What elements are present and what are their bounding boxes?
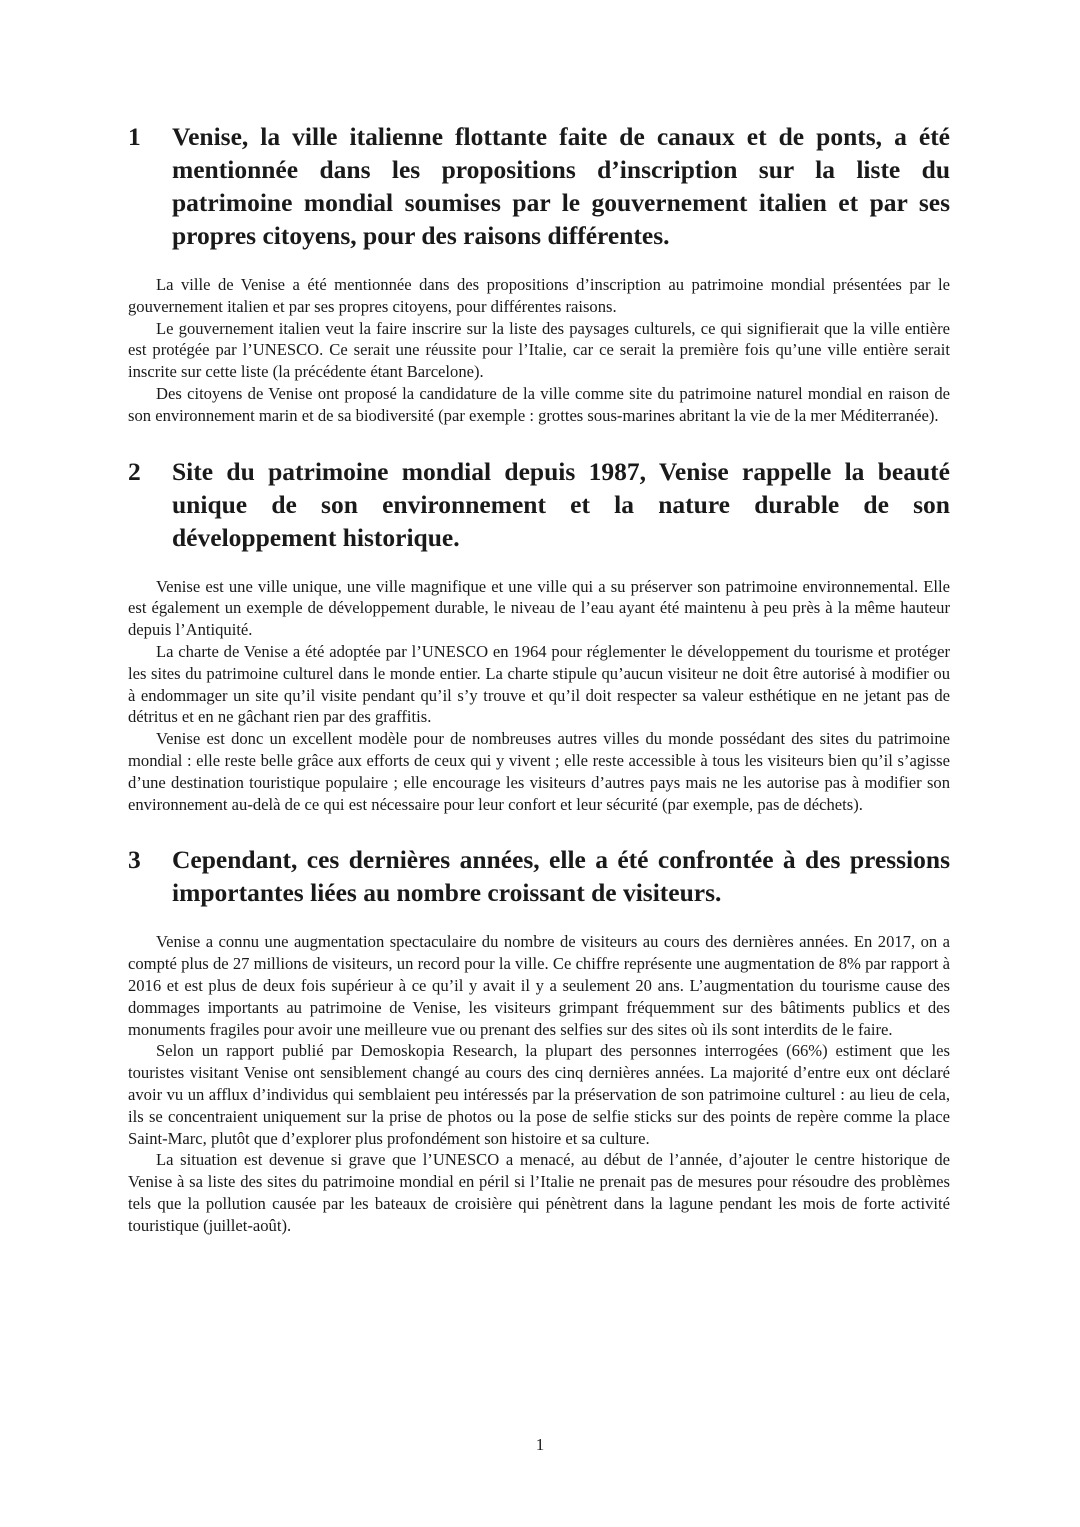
section-heading xyxy=(128,120,950,252)
section-title: Site du patrimoine mondial depuis 1987, Venise rappelle la beauté unique de son environnement et la nature durable de son développement historique. xyxy=(172,456,950,552)
section-number: 1 xyxy=(128,122,141,151)
page-number: 1 xyxy=(535,1435,545,1454)
section-title: Venise, la ville italienne flottante faite de canaux et de ponts, a été mentionnée dans les propositions d’inscription sur la liste du patrimoine mondial soumises par le gouvernement italien et par ses propres citoyens, pour des raisons différentes. xyxy=(172,122,950,250)
paragraph: La ville de Venise a été mentionnée dans des propositions d’inscription au patrimoine mondial présentées par le gouvernement italien et par ses propres citoyens, pour différentes raisons. xyxy=(128,275,950,316)
section-heading xyxy=(128,455,950,554)
paragraph: La situation est devenue si grave que l’UNESCO a menacé, au début de l’année, d’ajouter le centre historique de Venise à sa liste des sites du patrimoine mondial en péril si l’Italie ne prenait pas de mesures pour résoudre des problèmes tels que la pollution causée par les bateaux de croisière qui pénètrent dans la lagune pendant les mois de forte activité touristique (juillet-août). xyxy=(128,1150,950,1235)
paragraph: La charte de Venise a été adoptée par l’UNESCO en 1964 pour réglementer le développement du tourisme et protéger les sites du patrimoine culturel dans le monde entier. La charte stipule qu’aucun visiteur ne doit être autorisé à modifier ou à endommager un site qu’il visite pendant qu’il s’y trouve et qu’il doit respecter sa valeur esthétique en ne jetant pas de détritus et en ne gâchant rien par des graffitis. xyxy=(128,641,950,727)
paragraph: Selon un rapport publié par Demoskopia Research, la plupart des personnes interrogées (66%) estiment que les touristes visitant Venise ont sensiblement changé au cours des cinq dernières années. La majorité d’entre eux ont déclaré avoir vu un afflux d’individus qui semblaient peu intéressés par la préservation de son patrimoine culturel : au lieu de cela, ils se concentraient uniquement sur la prise de photos ou la pose de selfie sticks sur des points de repère comme la place Saint-Marc, plutôt que d’explorer plus profondément son histoire et sa culture. xyxy=(128,1041,950,1148)
section-heading xyxy=(128,843,950,909)
section-2 xyxy=(128,455,950,816)
section-1 xyxy=(128,120,950,427)
paragraph: Le gouvernement italien veut la faire inscrire sur la liste des paysages culturels, ce qui signifierait que la ville entière est protégée par l’UNESCO. Ce serait une réussite pour l’Italie, car ce serait la première fois qu’une ville entière serait inscrite sur cette liste (la précédente étant Barcelone). xyxy=(128,318,950,382)
paragraph: Venise est une ville unique, une ville magnifique et une ville qui a su préserver son patrimoine environnemental. Elle est également un exemple de développement durable, le niveau de l’eau ayant été maintenu à peu près à la même hauteur depuis l’Antiquité. xyxy=(128,576,950,640)
paragraph: Venise a connu une augmentation spectaculaire du nombre de visiteurs au cours des dernières années. En 2017, on a compté plus de 27 millions de visiteurs, un record pour la ville. Ce chiffre représente une augmentation de 8% par rapport à 2016 et est plus de deux fois supérieur à ce qu’il y avait il y a seulement 20 ans. L’augmentation du tourisme cause des dommages importants au patrimoine de Venise, les visiteurs grimpant fréquemment sur des bâtiments publics et des monuments fragiles pour avoir une meilleure vue ou prenant des selfies sur des sites où ils sont interdits de le faire. xyxy=(128,932,950,1039)
section-number: 3 xyxy=(128,845,141,875)
paragraph: Venise est donc un excellent modèle pour de nombreuses autres villes du monde possédant des sites du patrimoine mondial : elle reste belle grâce aux efforts de ceux qui y vivent ; elle reste accessible à tous les visiteurs bien qu’il s’agisse d’une destination touristique populaire ; elle encourage les visiteurs d’autres pays mais ne les autorise pas à modifier son environnement au-delà de ce qui est nécessaire pour leur confort et leur sécurité (par exemple, pas de déchets). xyxy=(128,729,950,814)
section-number: 2 xyxy=(128,456,141,486)
section-3 xyxy=(128,843,950,1236)
paragraph: Des citoyens de Venise ont proposé la candidature de la ville comme site du patrimoine naturel mondial en raison de son environnement marin et de sa biodiversité (par exemple : grottes sous-marines abritant la vie de la mer Méditerranée). xyxy=(128,383,950,425)
document-page xyxy=(128,120,950,1265)
section-title: Cependant, ces dernières années, elle a été confrontée à des pressions importantes liées au nombre croissant de visiteurs. xyxy=(172,845,950,908)
